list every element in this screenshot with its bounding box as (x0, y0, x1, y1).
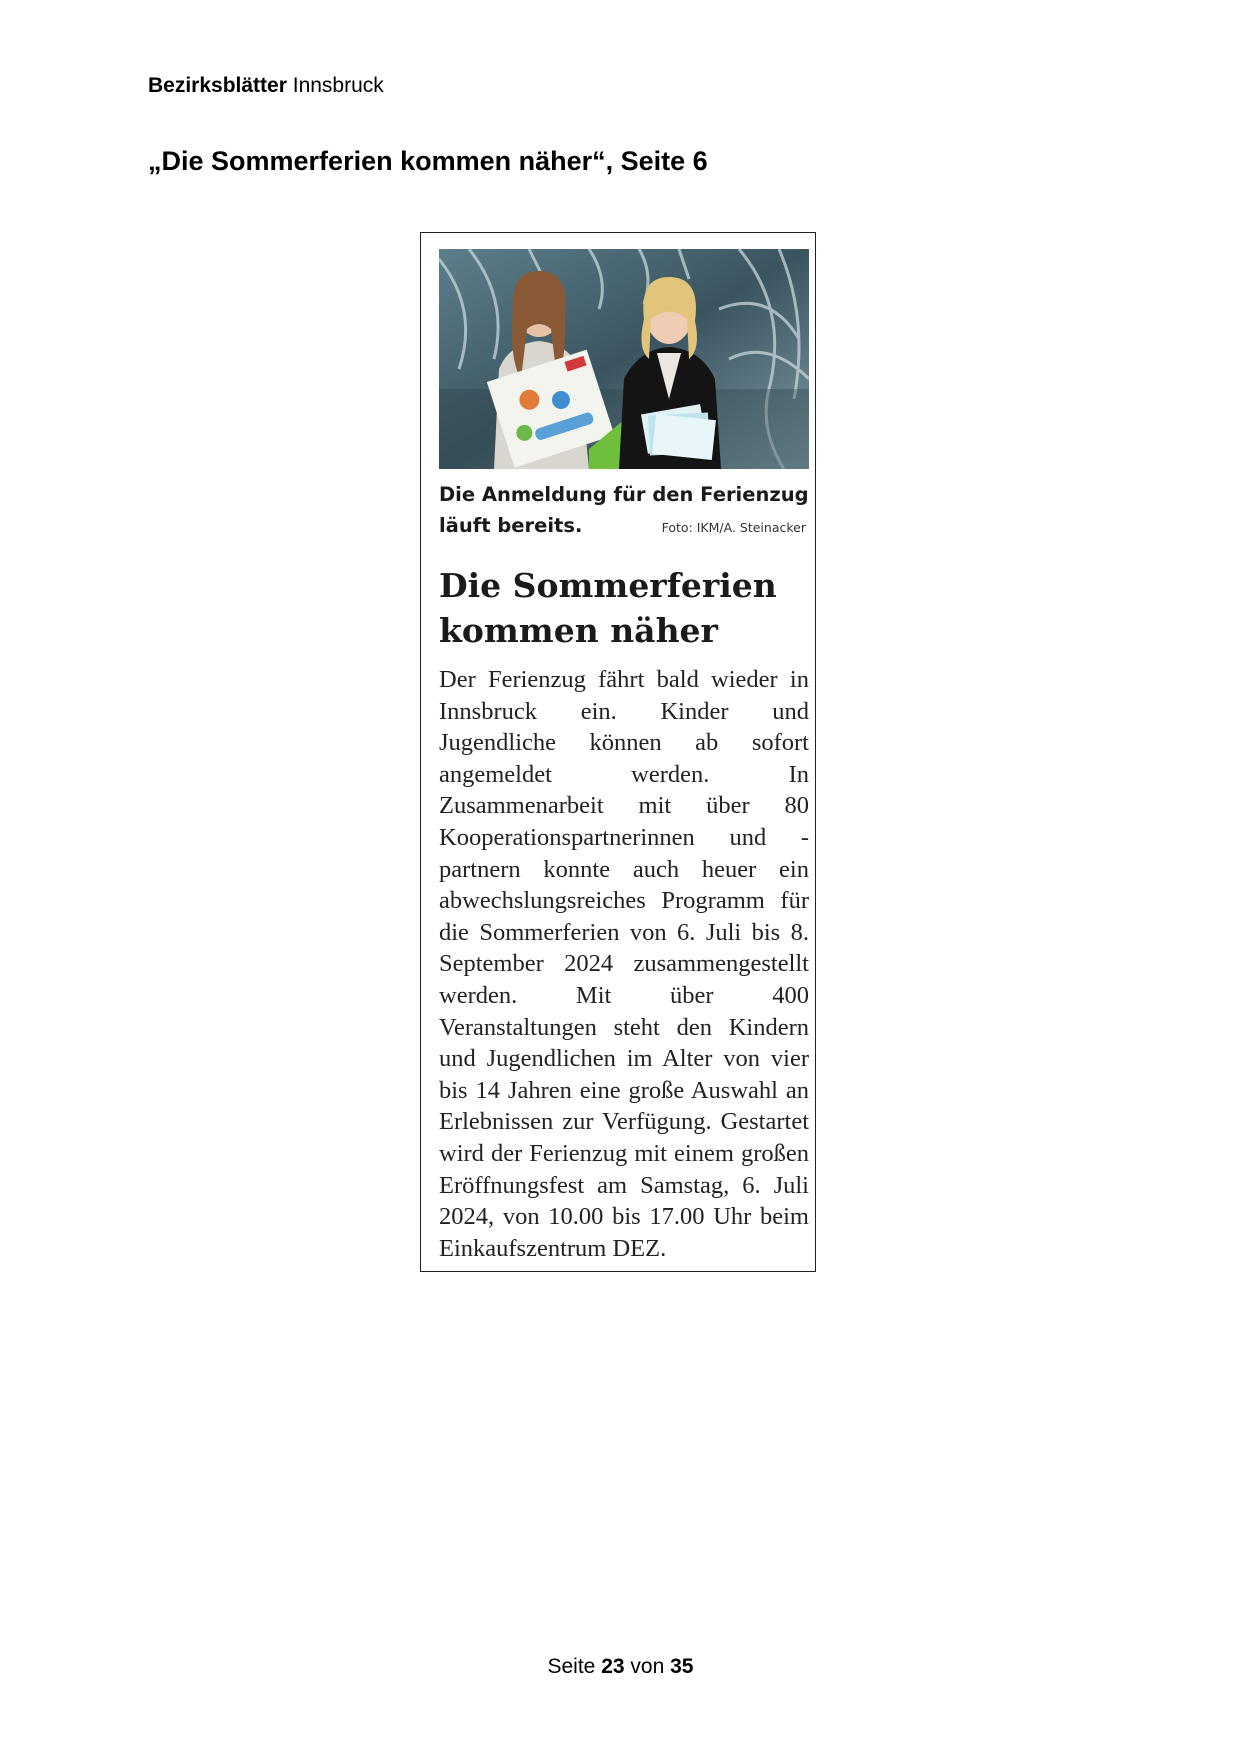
publication-region: Innsbruck (292, 74, 384, 97)
page-footer (0, 1655, 1241, 1679)
page-separator: von (630, 1655, 665, 1678)
photo-credit: Foto: IKM/A. Steinacker (661, 520, 806, 535)
newspaper-clipping (420, 232, 816, 1272)
article-photo (439, 249, 809, 469)
photo-illustration (439, 249, 809, 469)
current-page-number: 23 (601, 1655, 625, 1678)
publication-line (148, 73, 384, 99)
article-reference: „Die Sommerferien kommen näher“, Seite 6 (148, 146, 708, 176)
article-headline: Die Sommerferien kommen näher (439, 566, 777, 650)
publication-name: Bezirksblätter (148, 74, 287, 97)
page-label: Seite (547, 1655, 596, 1678)
article-body: Der Ferienzug fährt bald wieder in Innsbruck ein. Kinder und Jugendliche können ab sofort angemeldet werden. In Zusammenarbeit mit über 80 Kooperationspartnerinnen und -partnern konnte auch heuer ein abwechslungsreiches Programm für die Sommerferien von 6. Juli bis 8. September 2024 zusammengestellt werden. Mit über 400 Veranstaltungen steht den Kindern und Jugendlichen im Alter von vier bis 14 Jahren eine große Auswahl an Erlebnissen zur Verfügung. Gestartet wird der Ferienzug mit einem großen Eröffnungsfest am Samstag, 6. Juli 2024, von 10.00 bis 17.00 Uhr beim Einkaufszentrum DEZ. (439, 666, 809, 1262)
photo-caption: Die Anmeldung für den Ferienzug läuft bereits. (439, 483, 809, 537)
total-pages: 35 (670, 1655, 694, 1678)
